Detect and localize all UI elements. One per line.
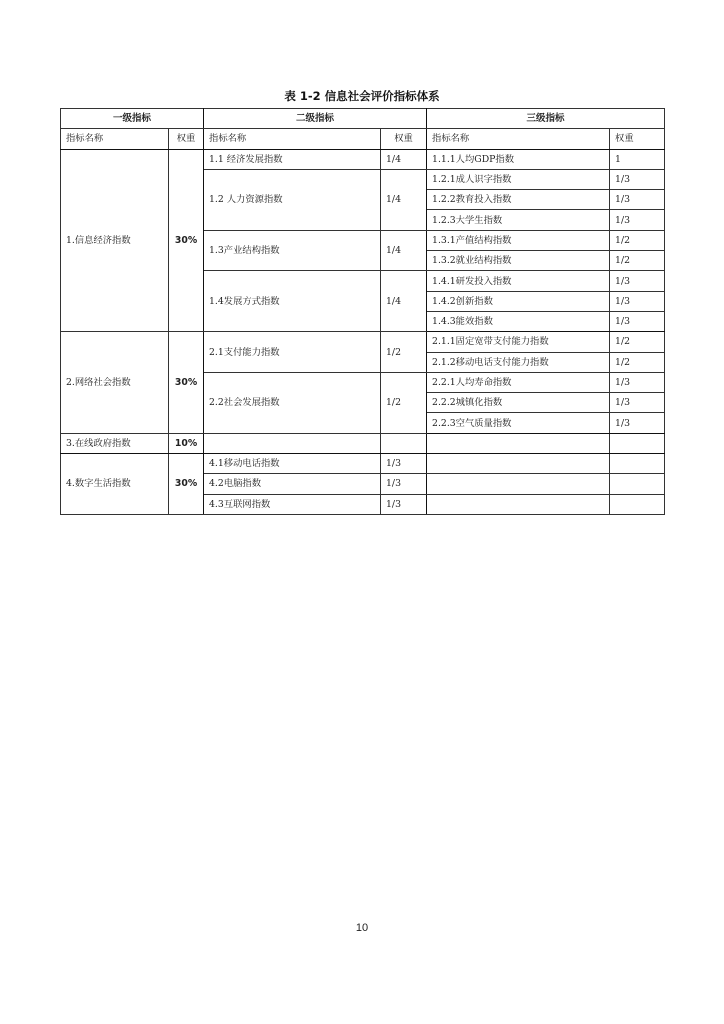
level3-name: 2.2.2城镇化指数 <box>427 393 610 413</box>
table-row <box>61 433 665 453</box>
level2-name: 2.1支付能力指数 <box>204 332 381 373</box>
level3-weight: 1/3 <box>610 210 665 230</box>
level2-weight: 1/3 <box>381 454 427 474</box>
level3-weight: 1/2 <box>610 332 665 352</box>
level2-name: 2.2社会发展指数 <box>204 372 381 433</box>
indicator-table-body <box>61 149 665 514</box>
level3-name: 1.3.1产值结构指数 <box>427 230 610 250</box>
level3-name: 1.2.2教育投入指数 <box>427 190 610 210</box>
level2-weight: 1/4 <box>381 169 427 230</box>
level3-weight: 1/3 <box>610 190 665 210</box>
level3-name <box>427 494 610 514</box>
level3-weight: 1/2 <box>610 352 665 372</box>
level3-weight: 1/3 <box>610 169 665 189</box>
level3-name: 1.4.1研发投入指数 <box>427 271 610 291</box>
level3-weight <box>610 454 665 474</box>
level2-name: 4.3互联网指数 <box>204 494 381 514</box>
table-caption: 表 1-2 信息社会评价指标体系 <box>284 89 440 103</box>
level2-name <box>204 433 381 453</box>
table-row <box>61 454 665 474</box>
level2-name: 4.1移动电话指数 <box>204 454 381 474</box>
level2-header: 二级指标 <box>204 109 427 129</box>
level3-weight: 1/3 <box>610 413 665 433</box>
level-header-row <box>61 109 665 129</box>
level3-weight: 1/3 <box>610 393 665 413</box>
indicator-table <box>60 108 665 515</box>
level3-name: 2.1.1固定宽带支付能力指数 <box>427 332 610 352</box>
level2-weight: 1/3 <box>381 494 427 514</box>
level3-weight: 1 <box>610 149 665 169</box>
level3-name: 1.3.2就业结构指数 <box>427 251 610 271</box>
col-name1-header: 指标名称 <box>61 129 169 149</box>
level3-weight <box>610 494 665 514</box>
level1-name: 2.网络社会指数 <box>61 332 169 433</box>
level1-name: 4.数字生活指数 <box>61 454 169 515</box>
level3-weight: 1/3 <box>610 291 665 311</box>
col-name3-header: 指标名称 <box>427 129 610 149</box>
level2-name: 1.3产业结构指数 <box>204 230 381 271</box>
level2-weight: 1/3 <box>381 474 427 494</box>
level3-weight: 1/2 <box>610 230 665 250</box>
level1-weight: 30% <box>169 149 204 332</box>
level3-weight <box>610 474 665 494</box>
level1-weight: 10% <box>169 433 204 453</box>
level2-name: 1.2 人力资源指数 <box>204 169 381 230</box>
level3-name <box>427 454 610 474</box>
level3-name: 1.2.3大学生指数 <box>427 210 610 230</box>
level3-name <box>427 474 610 494</box>
col-name2-header: 指标名称 <box>204 129 381 149</box>
level2-name: 1.4发展方式指数 <box>204 271 381 332</box>
level3-name: 2.2.3空气质量指数 <box>427 413 610 433</box>
level1-name: 1.信息经济指数 <box>61 149 169 332</box>
level3-weight: 1/2 <box>610 251 665 271</box>
level2-weight: 1/4 <box>381 230 427 271</box>
level3-name: 1.1.1人均GDP指数 <box>427 149 610 169</box>
level2-weight: 1/2 <box>381 372 427 433</box>
level2-name: 1.1 经济发展指数 <box>204 149 381 169</box>
level3-name: 2.2.1人均寿命指数 <box>427 372 610 392</box>
level3-name: 1.2.1成人识字指数 <box>427 169 610 189</box>
level3-weight: 1/3 <box>610 372 665 392</box>
level2-weight: 1/4 <box>381 149 427 169</box>
level3-weight: 1/3 <box>610 271 665 291</box>
level1-name: 3.在线政府指数 <box>61 433 169 453</box>
level2-weight <box>381 433 427 453</box>
level1-weight: 30% <box>169 332 204 433</box>
level3-weight: 1/3 <box>610 311 665 331</box>
level2-name: 4.2电脑指数 <box>204 474 381 494</box>
column-header-row <box>61 129 665 149</box>
table-row <box>61 149 665 169</box>
level3-name <box>427 433 610 453</box>
col-weight2-header: 权重 <box>381 129 427 149</box>
level3-name: 1.4.3能效指数 <box>427 311 610 331</box>
page-number: 10 <box>355 922 369 934</box>
level1-weight: 30% <box>169 454 204 515</box>
level3-weight <box>610 433 665 453</box>
level2-weight: 1/2 <box>381 332 427 373</box>
col-weight3-header: 权重 <box>610 129 665 149</box>
col-weight1-header: 权重 <box>169 129 204 149</box>
level1-header: 一级指标 <box>61 109 204 129</box>
level3-name: 1.4.2创新指数 <box>427 291 610 311</box>
table-row <box>61 332 665 352</box>
level3-name: 2.1.2移动电话支付能力指数 <box>427 352 610 372</box>
level3-header: 三级指标 <box>427 109 665 129</box>
level2-weight: 1/4 <box>381 271 427 332</box>
